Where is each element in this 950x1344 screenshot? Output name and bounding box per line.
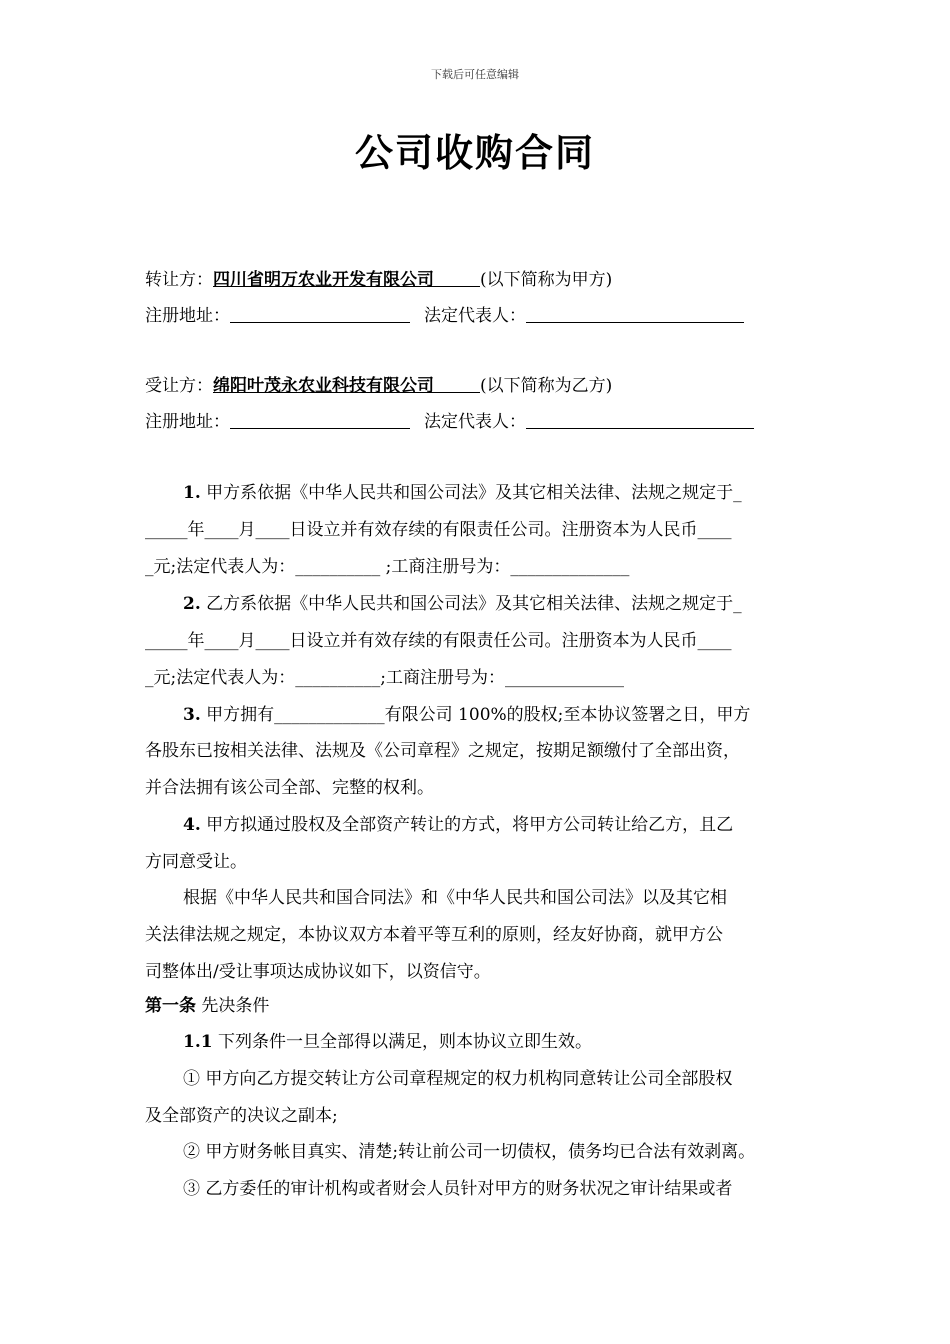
- transferee-address-line: [145, 410, 754, 434]
- condition-1-line-1: ① 甲方向乙方提交转让方公司章程规定的权力机构同意转让公司全部股权: [183, 1069, 733, 1089]
- clause-1-text-1: 甲方系依据《中华人民共和国公司法》及其它相关法律、法规之规定于_: [206, 483, 742, 503]
- transferor-rep-blank: [526, 304, 744, 323]
- article-1-heading: [145, 994, 269, 1018]
- section-1-1: [183, 1030, 592, 1054]
- header-note: 下载后可任意编辑: [431, 68, 519, 81]
- clause-1-number: 1.: [183, 483, 201, 503]
- preamble-line-2: 关法律法规之规定，本协议双方本着平等互利的原则，经友好协商，就甲方公: [145, 925, 723, 945]
- transferor-line: [145, 268, 612, 292]
- transferee-rep-blank: [526, 410, 754, 429]
- clause-3-line-1: [183, 703, 750, 727]
- clause-2-line-3: _元;法定代表人为：__________;工商注册号为：______________: [145, 668, 624, 688]
- article-1-number: 第一条: [145, 996, 196, 1016]
- clause-2-line-2: _____年____月____日设立并有效存续的有限责任公司。注册资本为人民币____: [145, 631, 732, 651]
- transferor-name-blank: [434, 268, 480, 287]
- condition-1-line-2: 及全部资产的决议之副本;: [145, 1106, 338, 1126]
- document-title: 公司收购合同: [354, 130, 595, 175]
- condition-2: ② 甲方财务帐目真实、清楚;转让前公司一切债权，债务均已合法有效剥离。: [183, 1142, 756, 1162]
- clause-2-line-1: [183, 592, 742, 616]
- clause-3-text-1: 甲方拥有_____________有限公司 100%的股权;至本协议签署之日，甲方: [206, 705, 751, 725]
- transferor-address-line: [145, 304, 744, 328]
- transferee-addr-blank: [230, 410, 410, 429]
- condition-3-line-1: ③ 乙方委任的审计机构或者财会人员针对甲方的财务状况之审计结果或者: [183, 1179, 733, 1199]
- clause-4-line-2: 方同意受让。: [145, 852, 247, 872]
- clause-3-line-2: 各股东已按相关法律、法规及《公司章程》之规定，按期足额缴付了全部出资，: [145, 741, 740, 761]
- transferor-addr-blank: [230, 304, 410, 323]
- clause-1-line-1: [183, 481, 742, 505]
- clause-3-line-3: 并合法拥有该公司全部、完整的权利。: [145, 778, 434, 798]
- transferor-rep-label: 法定代表人：: [424, 306, 526, 326]
- section-1-1-number: 1.1: [183, 1032, 213, 1052]
- clause-2-text-1: 乙方系依据《中华人民共和国公司法》及其它相关法律、法规之规定于_: [206, 594, 742, 614]
- clause-4-number: 4.: [183, 815, 201, 835]
- transferee-suffix: (以下简称为乙方): [480, 376, 613, 396]
- article-1-title: 先决条件: [196, 996, 270, 1016]
- clause-1-line-3: _元;法定代表人为：__________ ;工商注册号为：______________: [145, 557, 630, 577]
- transferee-addr-label: 注册地址：: [145, 412, 230, 432]
- transferee-line: [145, 374, 612, 398]
- clause-4-line-1: [183, 813, 733, 837]
- transferor-label: 转让方：: [145, 270, 213, 290]
- clause-1-line-2: _____年____月____日设立并有效存续的有限责任公司。注册资本为人民币____: [145, 520, 732, 540]
- clause-4-text-1: 甲方拟通过股权及全部资产转让的方式，将甲方公司转让给乙方，且乙: [206, 815, 734, 835]
- transferor-name: 四川省明万农业开发有限公司: [213, 270, 434, 290]
- clause-3-number: 3.: [183, 705, 201, 725]
- transferor-suffix: (以下简称为甲方): [480, 270, 613, 290]
- transferee-label: 受让方：: [145, 376, 213, 396]
- preamble-line-3: 司整体出/受让事项达成协议如下，以资信守。: [145, 962, 491, 982]
- transferee-rep-label: 法定代表人：: [424, 412, 526, 432]
- preamble-line-1: 根据《中华人民共和国合同法》和《中华人民共和国公司法》以及其它相: [183, 888, 727, 908]
- section-1-1-text: 下列条件一旦全部得以满足，则本协议立即生效。: [212, 1032, 592, 1052]
- transferee-name-blank: [434, 374, 480, 393]
- clause-2-number: 2.: [183, 594, 201, 614]
- transferor-addr-label: 注册地址：: [145, 306, 230, 326]
- transferee-name: 绵阳叶茂永农业科技有限公司: [213, 376, 434, 396]
